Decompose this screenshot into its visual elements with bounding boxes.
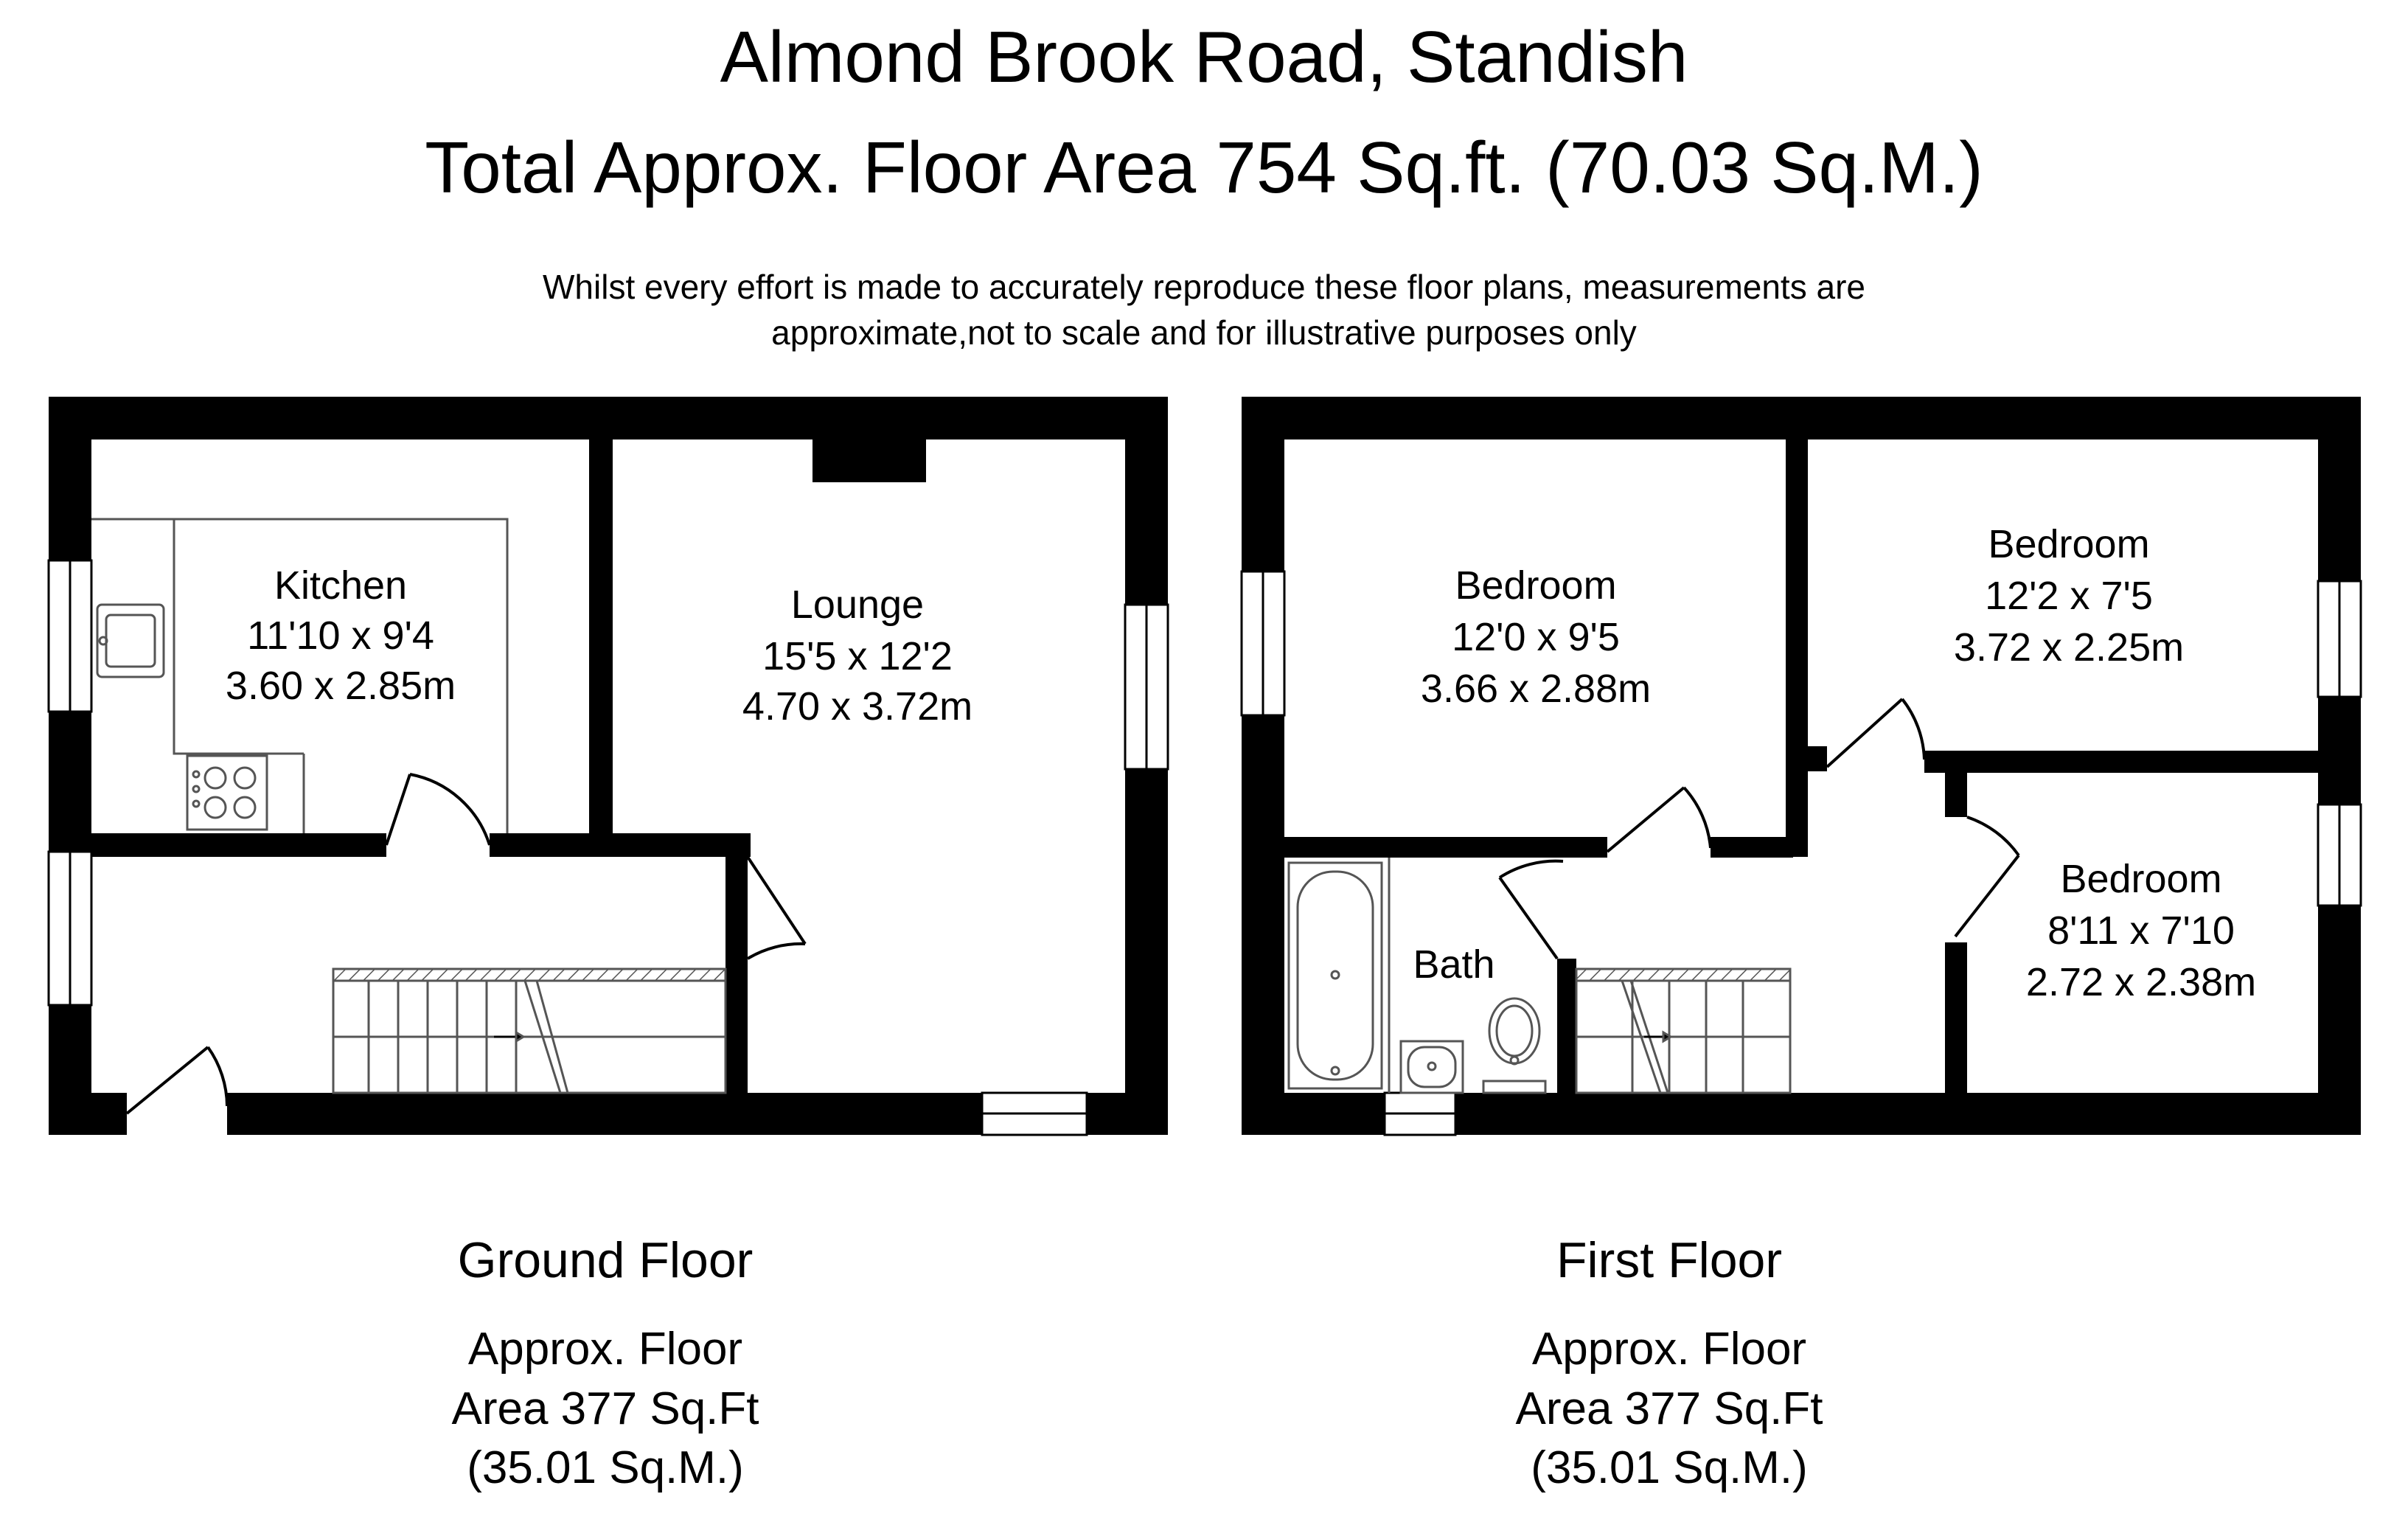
bedroom-3-name: Bedroom [2060,857,2222,901]
bedroom-3-metric: 2.72 x 2.38m [2025,960,2257,1004]
total-area-title: Total Approx. Floor Area 754 Sq.ft. (70.03 Sq.M.) [425,127,1983,208]
toilet [1483,998,1545,1093]
kitchen-name: Kitchen [274,563,408,608]
bathtub [1289,863,1382,1088]
lounge-imperial: 15'5 x 12'2 [762,634,953,678]
first-floor-area-line-2: Area 377 Sq.Ft [1515,1383,1823,1434]
bedroom-3-imperial: 8'11 x 7'10 [2047,908,2235,953]
bedroom-1-name: Bedroom [1455,563,1617,608]
bedroom-3-label [2026,857,2256,1004]
first-floor-stairs [1576,969,1790,1093]
first-floor-doors [1500,699,2019,959]
first-floor-title: First Floor [1556,1232,1782,1288]
bedroom-2-imperial: 12'2 x 7'5 [1985,574,2153,618]
first-floor-area-line-1: Approx. Floor [1531,1324,1807,1375]
hob [187,756,267,830]
bedroom-2-metric: 3.72 x 2.25m [1953,625,2185,670]
ground-floor-area-line-3: (35.01 Sq.M.) [467,1442,744,1494]
bedroom-1-label [1421,563,1651,711]
ground-floor-plan [49,397,1168,1135]
bedroom-1-metric: 3.66 x 2.88m [1420,667,1652,711]
lounge-metric: 4.70 x 3.72m [742,684,973,729]
bedroom-1-imperial: 12'0 x 9'5 [1452,615,1620,659]
first-floor-area-line-3: (35.01 Sq.M.) [1531,1442,1808,1494]
bedroom-2-label [1954,522,2184,670]
lounge-name: Lounge [790,583,925,627]
ground-floor-area-line-2: Area 377 Sq.Ft [451,1383,759,1434]
bedroom-2-name: Bedroom [1988,522,2150,566]
ground-floor-title: Ground Floor [457,1232,754,1288]
ground-floor-area-line-1: Approx. Floor [467,1324,743,1375]
kitchen-metric: 3.60 x 2.85m [225,664,456,708]
disclaimer-line-1: Whilst every effort is made to accurately reproduce these floor plans, measurements are [543,268,1865,306]
first-floor-plan [1242,397,2361,1135]
kitchen-imperial: 11'10 x 9'4 [247,614,434,658]
first-floor-area [1448,1320,1890,1498]
kitchen-label [226,563,456,708]
ground-floor-area [384,1320,827,1498]
ground-floor-stairs [333,969,725,1093]
sink [97,605,164,677]
property-title: Almond Brook Road, Standish [720,16,1688,97]
ground-floor-internal-walls [91,439,926,1093]
ground-floor-doors [127,774,805,1113]
disclaimer-line-2: approximate,not to scale and for illustrative purposes only [771,313,1637,352]
chimney-breast [812,439,926,482]
washbasin [1401,1041,1463,1093]
bath-label [1413,942,1494,987]
bath-name: Bath [1413,942,1495,987]
lounge-label [742,583,972,729]
